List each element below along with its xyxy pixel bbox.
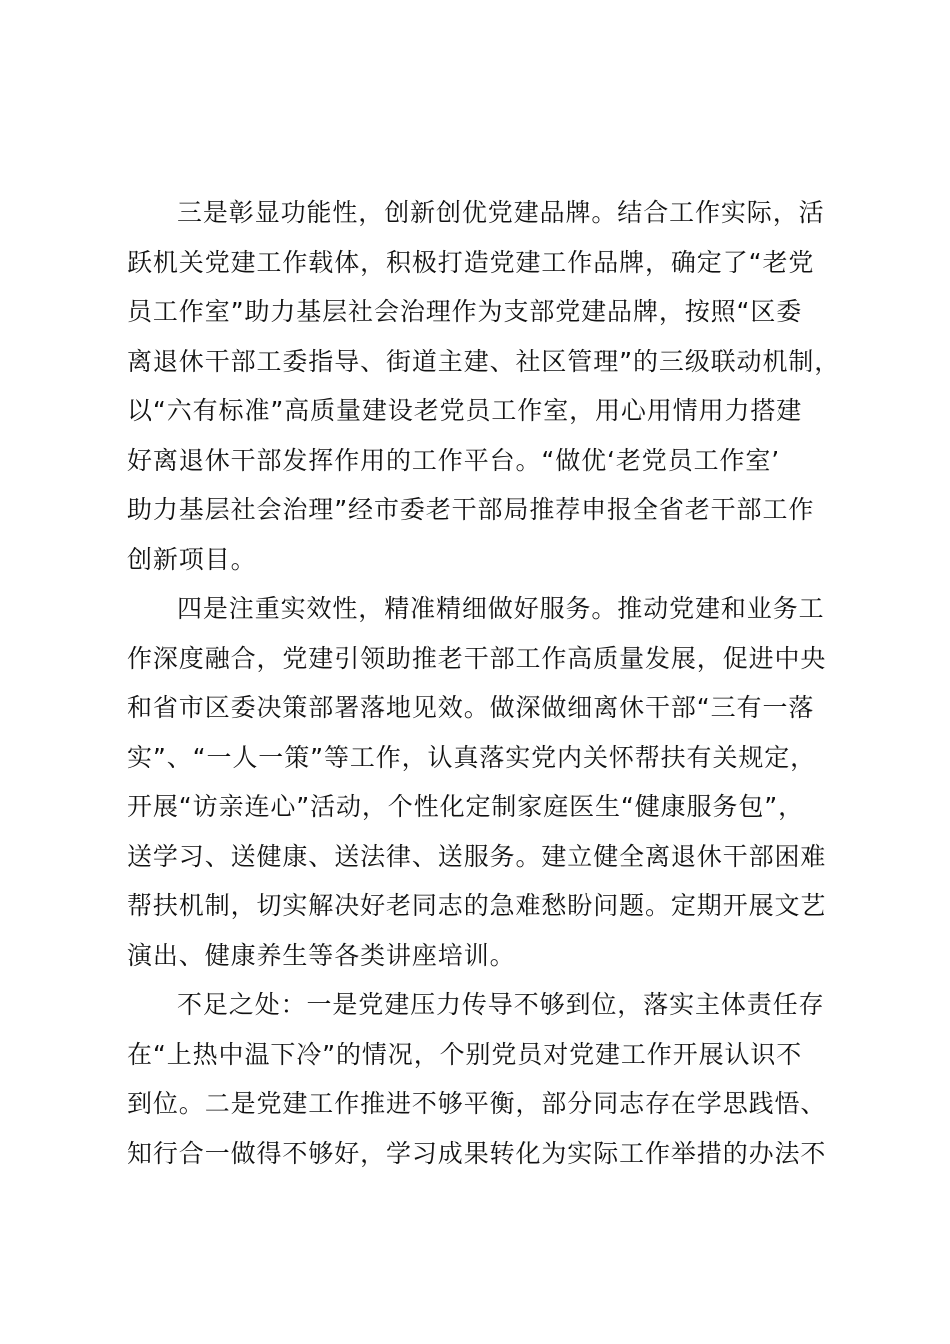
text-line: 帮扶机制，切实解决好老同志的急难愁盼问题。定期开展文艺 bbox=[127, 891, 827, 920]
text-line: 演出、健康养生等各类讲座培训。 bbox=[127, 940, 516, 970]
text-line: 离退休干部工委指导、街道主建、社区管理”的三级联动机制， bbox=[127, 346, 841, 376]
text-line: 到位。二是党建工作推进不够平衡，部分同志存在学思践悟、 bbox=[127, 1089, 827, 1118]
text-line: 和省市区委决策部署落地见效。做深做细离休干部“三有一落 bbox=[127, 693, 815, 722]
text-line: 跃机关党建工作载体，积极打造党建工作品牌，确定了“老党 bbox=[127, 247, 815, 277]
paragraph-service-effectiveness bbox=[127, 584, 847, 980]
text-line: 好离退休干部发挥作用的工作平台。“做优‘老党员工作室’ bbox=[127, 445, 781, 475]
text-line: 知行合一做得不够好，学习成果转化为实际工作举措的办法不 bbox=[127, 1138, 827, 1168]
text-line: 四是注重实效性，精准精细做好服务。推动党建和业务工 bbox=[177, 594, 825, 623]
text-line: 创新项目。 bbox=[127, 544, 257, 574]
text-line: 三是彰显功能性，创新创优党建品牌。结合工作实际，活 bbox=[177, 198, 825, 227]
text-line: 员工作室”助力基层社会治理作为支部党建品牌，按照“区委 bbox=[127, 297, 803, 326]
text-line: 以“六有标准”高质量建设老党员工作室，用心用情用力搭建 bbox=[127, 396, 803, 425]
text-line: 助力基层社会治理”经市委老干部局推荐申报全省老干部工作 bbox=[127, 495, 815, 524]
paragraph-brand-building bbox=[127, 188, 847, 584]
text-line: 实”、“一人一策”等工作，认真落实党内关怀帮扶有关规定， bbox=[127, 742, 817, 772]
paragraph-shortcomings bbox=[127, 980, 847, 1178]
text-line: 在“上热中温下冷”的情况，个别党员对党建工作开展认识不 bbox=[127, 1039, 803, 1069]
text-line: 不足之处：一是党建压力传导不够到位，落实主体责任存 bbox=[177, 990, 825, 1019]
text-line: 送学习、送健康、送法律、送服务。建立健全离退休干部困难 bbox=[127, 841, 827, 871]
document-body bbox=[127, 188, 847, 1178]
text-line: 开展“访亲连心”活动，个性化定制家庭医生“健康服务包”， bbox=[127, 792, 805, 821]
text-line: 作深度融合，党建引领助推老干部工作高质量发展，促进中央 bbox=[127, 643, 827, 673]
